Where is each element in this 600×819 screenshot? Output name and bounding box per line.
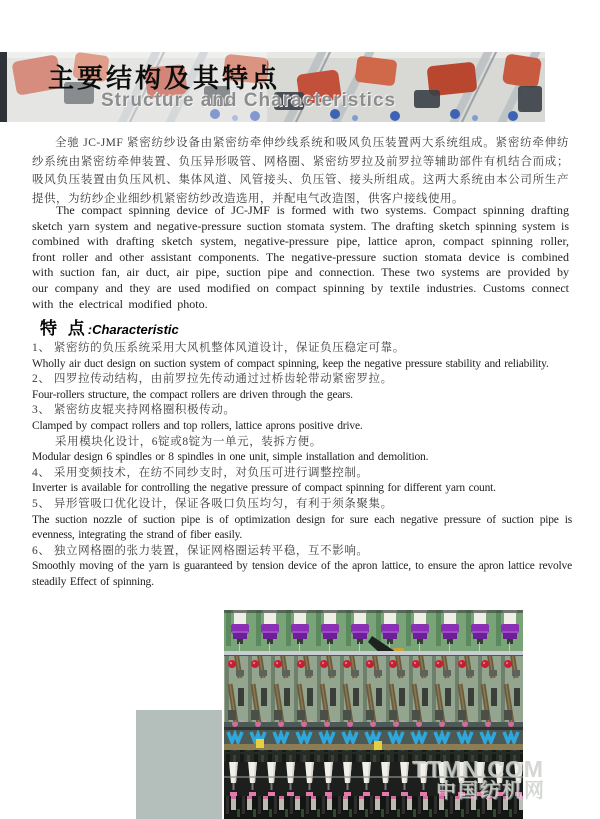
watermark-line1: TTMN.COM [412,756,544,782]
feature-item [32,435,572,466]
page-title: 主要结构及其特点 [48,63,281,93]
feature-item [32,341,572,372]
features-heading [40,314,179,339]
header-banner [0,52,545,122]
drafting-zone [224,656,523,724]
feature-text-en: The suction nozzle of suction pipe is of optimization design for sure each negative pressure of suction pipe is evenness, integrating the strand of fiber easily. [32,513,572,542]
feature-text-en: Clamped by compact rollers and top rollers, lattice aprons positive drive. [32,419,363,432]
features-list [32,341,572,591]
watermark [412,758,546,802]
features-heading-en: :Characteristic [87,322,179,337]
feature-item [32,497,572,544]
feature-text-zh: 采用模块化设计，6锭或8锭为一单元，装拆方便。 [55,435,322,448]
feature-text-zh: 1、 紧密纺的负压系统采用大风机整体风道设计，保证负压稳定可靠。 [32,342,405,354]
feature-item [32,466,572,497]
feature-text-zh: 2、 四罗拉传动结构，由前罗拉先传动通过过桥齿轮带动紧密罗拉。 [32,373,393,386]
feature-text-zh: 6、 独立网格圈的张力装置，保证网格圈运转平稳，互不影响。 [32,544,369,557]
feature-item [32,403,572,434]
features-heading-zh: 特 点 [40,319,88,338]
feature-item [32,372,572,403]
feature-text-en: Inverter is available for controlling the negative pressure of compact spinning for different yarn count. [32,482,496,495]
feature-text-en: Wholly air duct design on suction system of compact spinning, keep the negative pressure stability and reliability. [32,357,549,370]
intro-paragraph-zh: 全驰 JC-JMF 紧密纺纱设备由紧密纺牵伸纱线系统和吸风负压装置两大系统组成。紧密纺牵伸纺纱系统由紧密纺牵伸装置、负压异形吸管、网格圈、紧密纺罗拉及前罗拉等辅助部件有机结合而成；吸风负压装置由负压风机、集体风道、风管接头、负压管、接头所组成。这两大系统由本公司所生产提供，为纺纱企业细纱机紧密纺纱改造选用，并配电气改造图，供客户接线使用。 [32,137,569,205]
feature-text-en: Smoothly moving of the yarn is guaranteed by tension device of the apron lattice, to ensure the apron lattice revolve steadily Effect of spinning. [32,560,572,588]
feature-text-zh: 4、 采用变频技术，在纺不同纱支时，对负压可进行调整控制。 [32,466,369,479]
feature-text-en: Four-rollers structure, the compact rollers are driven through the gears. [32,388,353,401]
watermark-line2: 中国纺机网 [436,780,546,803]
feature-text-zh: 3、 紧密纺皮辊夹持网格圈积极传动。 [32,404,236,417]
feature-text-zh: 5、 异形管吸口优化设计，保证各吸口负压均匀，有利于须条聚集。 [32,497,393,510]
decor-gray-block [136,710,222,819]
lattice-clip-row [224,722,523,746]
feature-text-en: Modular design 6 spindles or 8 spindles in one unit, simple installation and demolition. [32,451,429,464]
feature-item [32,544,572,591]
page-subtitle: Structure and Characteristics [101,90,397,111]
intro-paragraph-en: The compact spinning device of JC-JMF is formed with two systems. Compact spinning drafting sketch yarn system and negative-pressure suction stomata system. The drafting sketch spinning system is combined with drafting sketch system, negative-pressure pipe, lattice apron, compact spinning roller, front roller and other assistant components. The negative-pressure suction stomata device is combined with suction fan, air duct, air pipe, suction pipe and connection. These two systems are provided by our company and they are used modified on compact spinning by textile industries. Customs connect with the electrical modified photo. [32,203,569,311]
